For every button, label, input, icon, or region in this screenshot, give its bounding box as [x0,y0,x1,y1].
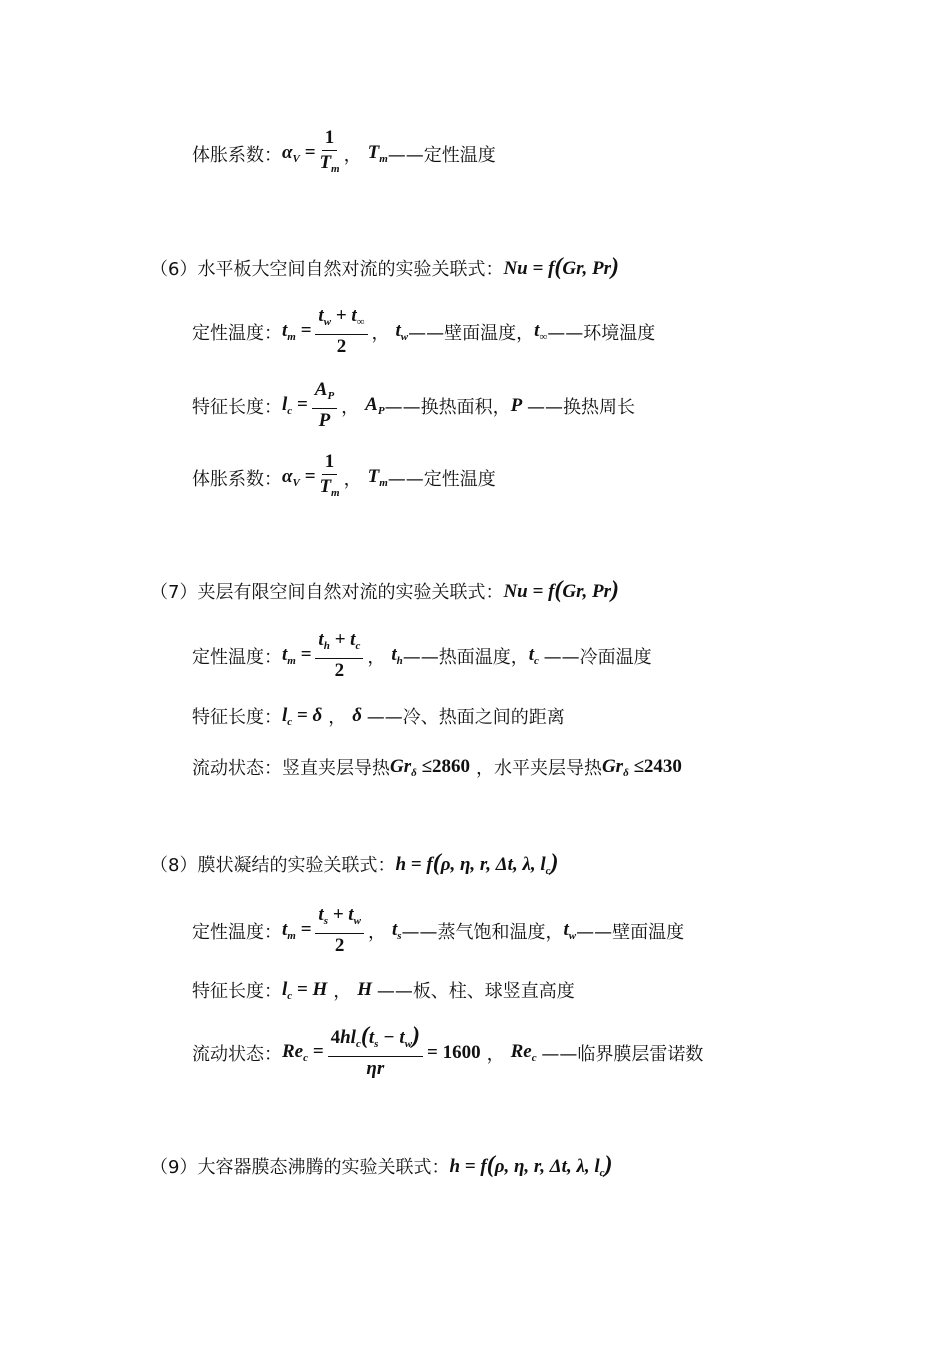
fraction: $\frac{1}{T_m}$ [319,127,340,175]
s6-expansion-coef: 体胀系数： $\alpha_V$ = $\frac{1}{T_m}$ ， $T_m$ ——定性温度 [192,451,496,499]
section-7-title: （7）夹层有限空间自然对流的实验关联式： Nu = f(Gr, Pr) [150,577,619,603]
formula-nu: Nu = f(Gr, Pr) [503,254,619,280]
s8-flow-state: 流动状态： $Re_c$ = $\frac{4hl_c(t_s - t_w)}{\eta r}$ = 1600 ， $Re_c$ ——临界膜层雷诺数 [192,1023,704,1079]
section-8-title: （8）膜状凝结的实验关联式： h = f(ρ, η, r, Δt, λ, $l_c$) [150,850,559,877]
s7-char-temp: 定性温度： $t_m$ = $\frac{t_h + t_c}{2}$ ， $t_h$ ——热面温度， $t_c$ ——冷面温度 [192,629,652,681]
s8-char-length: 特征长度： $l_c = H$ ， H ——板、柱、球竖直高度 [192,978,575,1002]
s8-char-temp: 定性温度： $t_m$ = $\frac{t_s + t_w}{2}$ ， $t_s$ ——蒸气饱和温度， $t_w$ ——壁面温度 [192,904,685,956]
s6-char-length: 特征长度： $l_c$ = $\frac{A_P}{P}$ ， $A_P$ ——换热面积， P ——换热周长 [192,379,635,431]
line-expansion-coef-1: 体胀系数： $\alpha_V$ = $\frac{1}{T_m}$ ， $T_m$ ——定性温度 [192,128,496,179]
formula-alpha: $\alpha_V$ = [282,142,316,165]
section-6-title: （6）水平板大空间自然对流的实验关联式： Nu = f(Gr, Pr) [150,254,619,280]
s7-char-length: 特征长度： $l_c = \delta$ ， δ ——冷、热面之间的距离 [192,704,565,728]
s6-char-temp: 定性温度： $t_m$ = $\frac{t_w + t_\infty}{2}$ ， $t_w$ ——壁面温度， $t_\infty$ ——环境温度 [192,305,656,357]
s7-flow-state: 流动状态：竖直夹层导热 $Gr_\delta$ ≤ 2860 ，水平夹层导热 $Gr_\delta$ ≤ 2430 [192,755,682,779]
section-9-title: （9）大容器膜态沸腾的实验关联式： h = f(ρ, η, r, Δt, λ, $l_c$) [150,1152,613,1179]
